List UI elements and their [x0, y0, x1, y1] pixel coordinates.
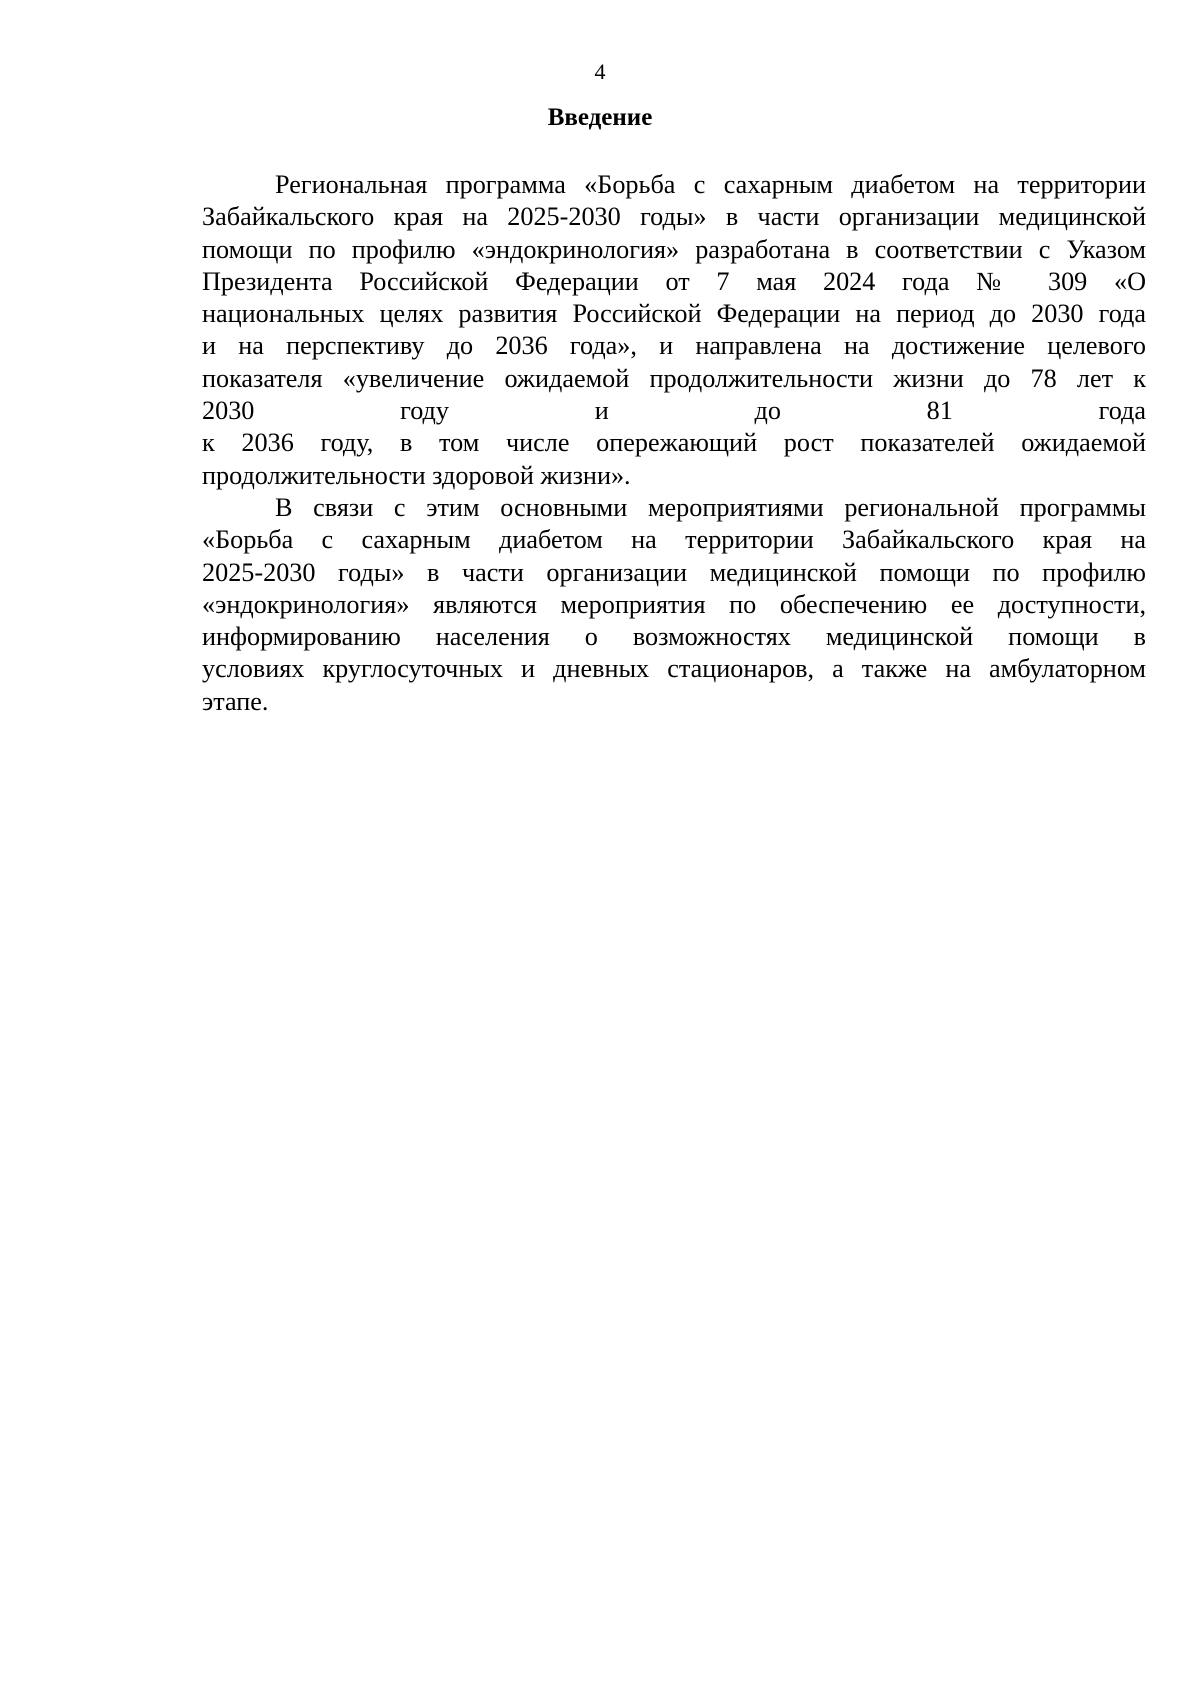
text-line: этапе. [202, 686, 269, 716]
text-line: помощи по профилю «эндокринология» разработана в соответствии с Указом [202, 234, 1146, 264]
text-line: продолжительности здоровой жизни». [202, 460, 631, 490]
text-line: В связи с этим основными мероприятиями региональной программы [275, 492, 1146, 522]
text-line: Забайкальского края на 2025-2030 годы» в части организации медицинской [202, 202, 1146, 232]
text-line: 2025-2030 годы» в части организации медицинской помощи по профилю [202, 557, 1146, 587]
text-line: условиях круглосуточных и дневных стационаров, а также на амбулаторном [202, 654, 1146, 684]
page-number: 4 [594, 59, 606, 84]
page-heading: Введение [547, 104, 653, 131]
paragraph-2 [202, 492, 1146, 718]
text-line: Региональная программа «Борьба с сахарным диабетом на территории [275, 170, 1146, 199]
paragraph-1 [202, 169, 1146, 492]
text-line: к 2036 году, в том числе опережающий рост показателей ожидаемой [202, 428, 1146, 458]
text-line: «Борьба с сахарным диабетом на территории Забайкальского края на [202, 525, 1146, 555]
text-line: показателя «увеличение ожидаемой продолжительности жизни до 78 лет к [202, 363, 1146, 393]
text-line: и на перспективу до 2036 года», и направлена на достижение целевого [202, 331, 1146, 361]
text-line: национальных целях развития Российской Федерации на период до 2030 года [202, 299, 1146, 329]
text-line: информированию населения о возможностях медицинской помощи в [202, 622, 1146, 652]
document-body [202, 169, 1146, 718]
text-line: «эндокринология» являются мероприятия по обеспечению ее доступности, [202, 589, 1146, 619]
text-line: 2030 году и до 81 года [202, 396, 1146, 426]
text-line: Президента Российской Федерации от 7 мая 2024 года № 309 «О [202, 266, 1146, 296]
